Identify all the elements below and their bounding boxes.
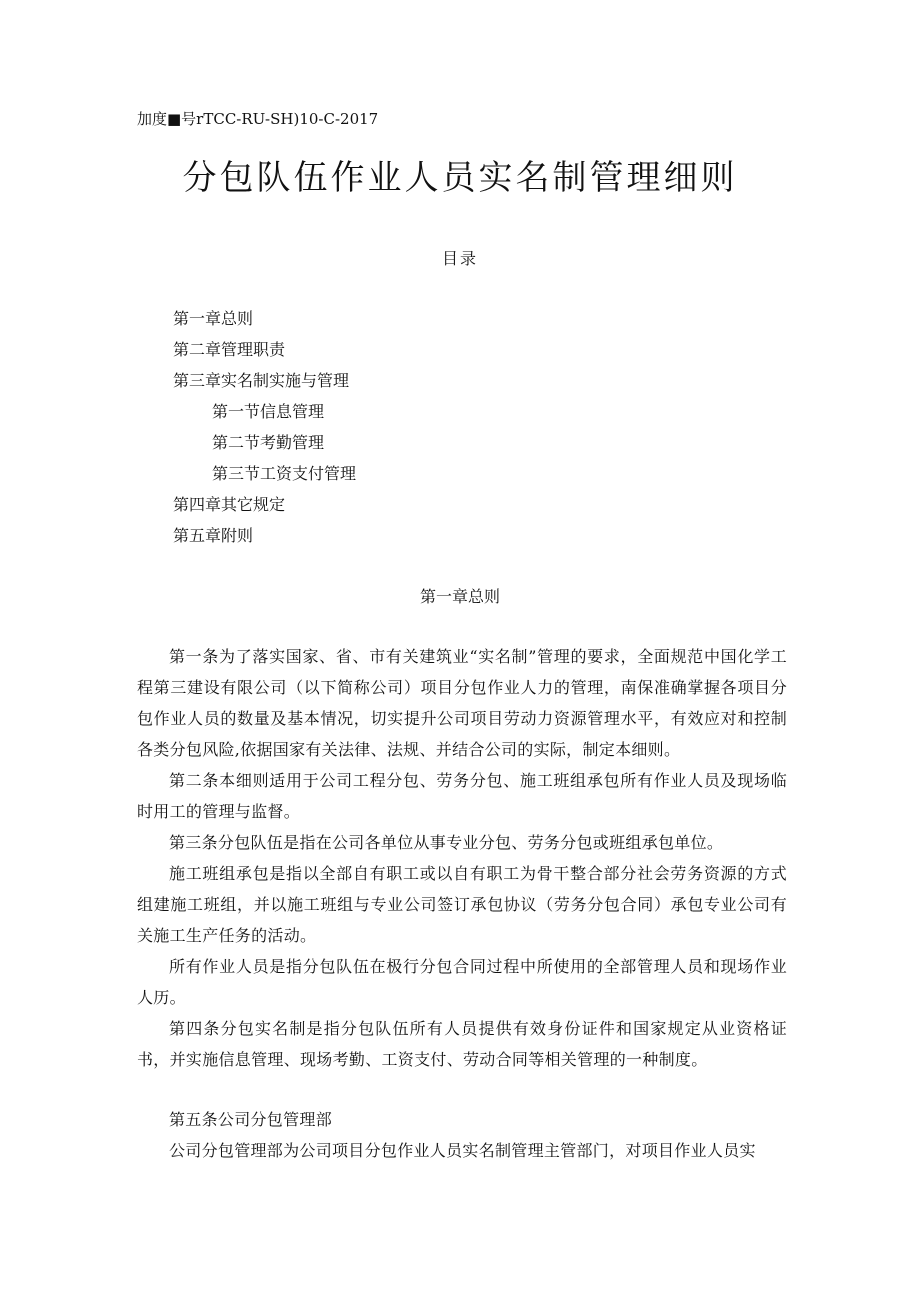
team-contract-definition-paragraph: 施工班组承包是指以全部自有职工或以自有职工为骨干整合部分社会劳务资源的方式组建施工班组，并以施工班组与专业公司签订承包协议（劳务分包合同）承包专业公司有关施工生产任务的活动。 xyxy=(137,864,787,945)
toc-item-chapter-5: 第五章附则 xyxy=(173,526,254,545)
document-code: 加度■号rTCC-RU-SH)10-C-2017 xyxy=(137,110,379,128)
chapter-heading: 第一章总则 xyxy=(419,587,500,606)
toc-item-chapter-1: 第一章总则 xyxy=(173,309,254,328)
article-4-paragraph: 第四条分包实名制是指分包队伍所有人员提供有效身份证件和国家规定从业资格证书，并实施信息管理、现场考勤、工资支付、劳动合同等相关管理的一种制度。 xyxy=(137,1019,787,1069)
article-2-paragraph: 第二条本细则适用于公司工程分包、劳务分包、施工班组承包所有作业人员及现场临时用工的管理与监督。 xyxy=(137,771,787,821)
toc-item-chapter-2: 第二章管理职责 xyxy=(173,340,286,359)
all-workers-definition-paragraph: 所有作业人员是指分包队伍在极行分包合同过程中所使用的全部管理人员和现场作业人历。 xyxy=(137,957,787,1007)
article-1-paragraph: 第一条为了落实国家、省、市有关建筑业“实名制”管理的要求，全面规范中国化学工程第三建设有限公司（以下简称公司）项目分包作业人力的管理，南保准确掌握各项目分包作业人员的数量及基本情况，切实提升公司项目劳动力资源管理水平，有效应对和控制各类分包风险,依据国家有关法律、法规、并结合公司的实际，制定本细则。 xyxy=(137,647,787,759)
toc-item-chapter-4: 第四章其它规定 xyxy=(173,495,286,514)
toc-item-section-1: 第一节信息管理 xyxy=(212,402,325,421)
article-3-paragraph: 第三条分包队伍是指在公司各单位从事专业分包、劳务分包或班组承包单位。 xyxy=(169,833,724,852)
toc-item-section-2: 第二节考勤管理 xyxy=(212,433,325,452)
document-title: 分包队伍作业人员实名制管理细则 xyxy=(182,158,738,198)
toc-heading: 目录 xyxy=(441,249,478,268)
article-5-paragraph: 公司分包管理部为公司项目分包作业人员实名制管理主管部门，对项目作业人员实 xyxy=(169,1141,756,1160)
toc-item-chapter-3: 第三章实名制实施与管理 xyxy=(173,371,350,390)
article-5-heading: 第五条公司分包管理部 xyxy=(169,1110,333,1129)
toc-item-section-3: 第三节工资支付管理 xyxy=(212,464,357,483)
